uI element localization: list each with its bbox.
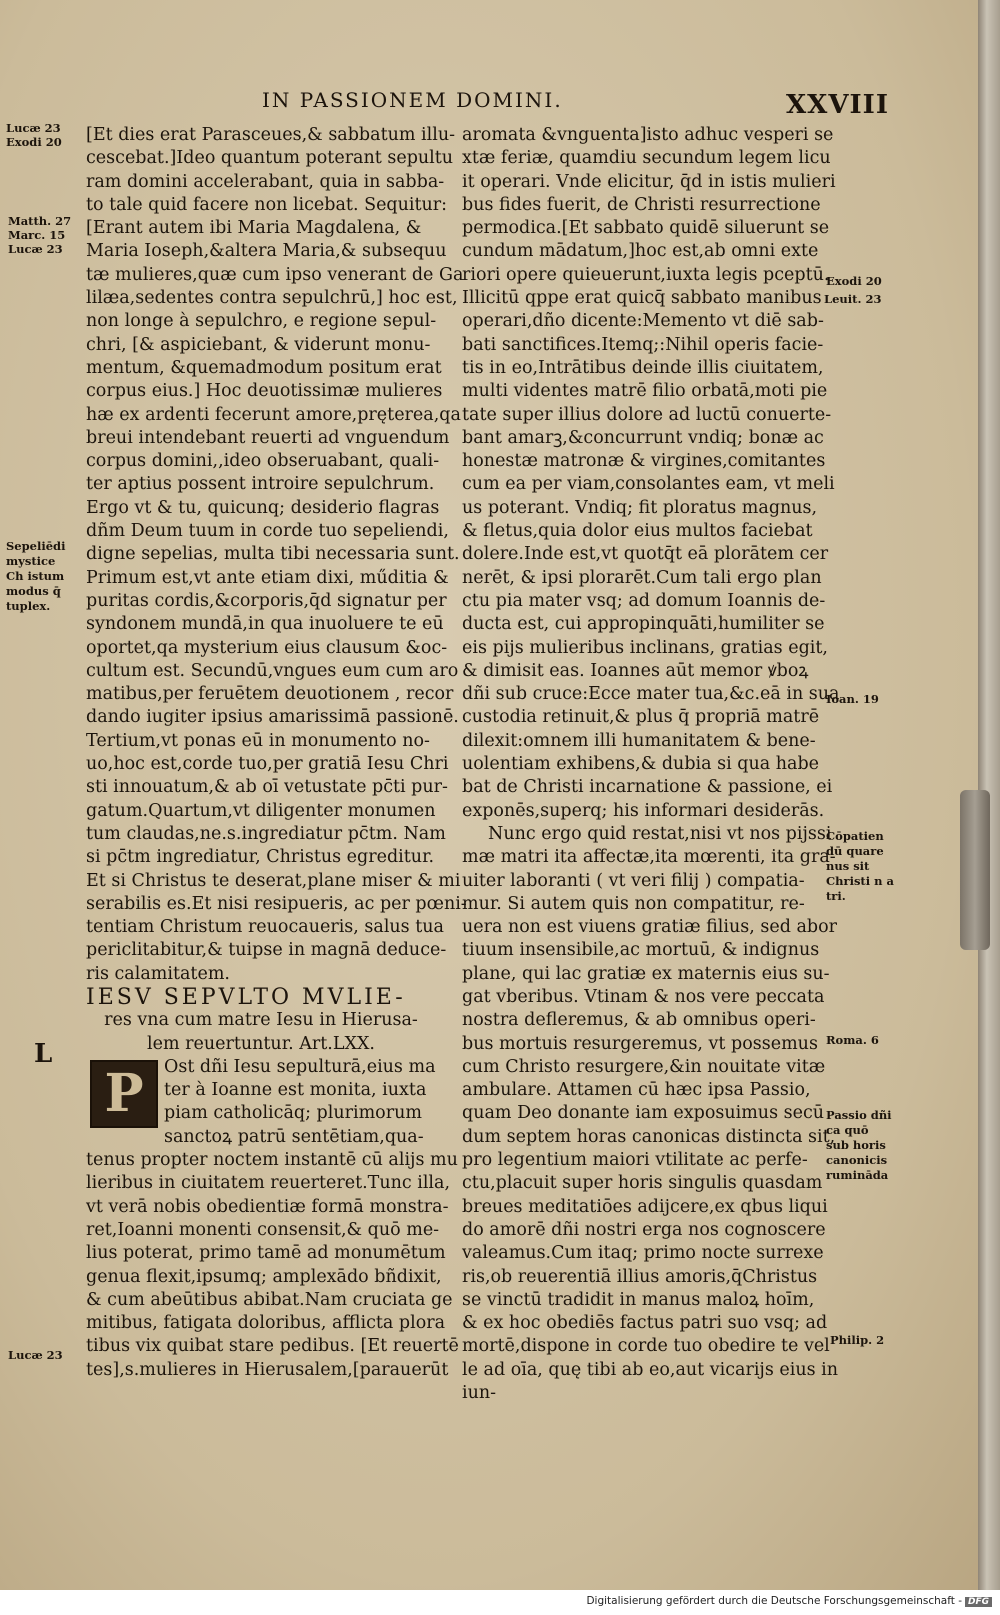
text-line: corpus eius.] Hoc deuotissimæ mulieres — [86, 381, 443, 402]
text-line: mur. Si autem quis non compatitur, re- — [462, 893, 805, 914]
text-line: nostra defleremus, & ab omnibus operi- — [462, 1010, 816, 1031]
text-line: mentum, &quemadmodum positum erat — [86, 357, 442, 378]
footer-credit — [586, 1595, 992, 1607]
text-line: pro legentium maiori vtilitate ac perfe- — [462, 1150, 808, 1171]
text-line: ram domini accelerabant, quia in sabba- — [86, 171, 445, 192]
text-line: si pc̄tm ingrediatur, Christus egreditur. — [86, 847, 435, 868]
text-line: quam Deo donante iam exposuimus secū — [462, 1103, 825, 1124]
margin-note: Lucæ 23 — [8, 1348, 63, 1362]
text-line: cescebat.]Ideo quantum poterant sepultu — [86, 148, 454, 169]
text-line: ter à Ioanne est monita, iuxta — [164, 1080, 427, 1101]
text-line: Ergo vt & tu, quicunq; desiderio flagras — [86, 497, 440, 518]
text-line: sanctoꝝ patrū sentētiam,qua- — [164, 1126, 424, 1147]
text-line: Ost dñi Iesu sepulturā,eius ma — [164, 1056, 436, 1077]
text-line: Et si Christus te deserat,plane miser & mi — [86, 870, 461, 891]
text-line: tate super illius dolore ad luctū conuerte- — [462, 404, 832, 425]
text-line: ctu,placuit super horis singulis quasdam — [462, 1173, 823, 1194]
text-line: tiuum insensibile,ac mortuū, & indignus — [462, 940, 820, 961]
dropcap-paragraph — [86, 1056, 436, 1149]
text-line: digne sepelias, multa tibi necessaria sunt. — [86, 544, 460, 565]
text-line: cultum est. Secundū,vngues eum cum aro — [86, 660, 459, 681]
text-line: gatum.Quartum,vt diligenter monumen — [86, 800, 436, 821]
folio-number: XXVIII — [786, 90, 890, 120]
text-line: riori opere quieuerunt,iuxta legis pceptū. — [462, 264, 830, 285]
text-line: sti innouatum,& ab oī vetustate pc̄ti pur- — [86, 777, 448, 798]
text-line: [Erant autem ibi Maria Magdalena, & — [86, 218, 422, 239]
margin-note: tri. — [826, 889, 846, 903]
text-line: mæ matri ita affectæ,ita mœrenti, ita gra- — [462, 847, 836, 868]
footer-text: Digitalisierung gefördert durch die Deutsche Forschungsgemeinschaft - — [586, 1595, 962, 1607]
margin-note: Philip. 2 — [830, 1333, 885, 1347]
dropcap-letter: P — [104, 1062, 144, 1124]
text-line: tibus vix quibat stare pedibus. [Et reuertē — [86, 1336, 459, 1357]
text-line: lieribus in ciuitatem reuerteret.Tunc illa, — [86, 1173, 451, 1194]
margin-note: Lucæ 23 — [6, 121, 61, 135]
running-title: IN PASSIONEM DOMINI. — [262, 88, 563, 112]
text-line: [Et dies erat Parasceues,& sabbatum illu- — [86, 125, 456, 145]
text-line: ctu pia mater vsq; ad domum Ioannis de- — [462, 590, 826, 611]
text-line: Illicitū qppe erat quicq̄ sabbato manibus — [462, 288, 822, 309]
margin-note: nus sit — [826, 859, 870, 873]
text-line: uolentiam exhibens,& dubia si qua habe — [462, 754, 819, 775]
text-line: ambulare. Attamen cū hæc ipsa Passio, — [462, 1080, 811, 1101]
text-line: ris,ob reuerentiā illius amoris,q̄Christus — [462, 1266, 818, 1287]
margin-note: tuplex. — [6, 599, 51, 613]
text-line: dolere.Inde est,vt quotq̄t eā plorātem cer — [462, 544, 829, 565]
text-line: bati sanctifices.Itemq;:Nihil operis facie- — [462, 334, 824, 355]
margin-note: Roma. 6 — [826, 1033, 879, 1047]
text-line: dñm Deum tuum in corde tuo sepeliendi, — [86, 521, 449, 542]
text-line: valeamus.Cum itaq; primo nocte surrexe — [462, 1243, 824, 1264]
text-line: chri, [& aspiciebant, & viderunt monu- — [86, 334, 431, 355]
text-line: dando iugiter ipsius amarissimā passionē. — [86, 707, 459, 728]
text-line: Primum est,vt ante etiam dixi, műditia & — [86, 567, 449, 588]
margin-note: Lucæ 23 — [8, 242, 63, 256]
text-line: non longe à sepulchro, e regione sepul- — [86, 311, 437, 332]
margin-note: Ch istum — [6, 569, 65, 583]
margin-note: Cōpatien — [826, 829, 884, 843]
text-line: custodia retinuit,& plus q̄ propriā matrē — [462, 707, 820, 728]
text-line: ter aptius possent introire sepulchrum. — [86, 474, 435, 495]
text-line: se vinctū tradidit in manus maloꝝ hoīm, — [462, 1289, 815, 1310]
text-line: Nunc ergo quid restat,nisi vt nos pijssi — [488, 823, 832, 844]
text-line: multi videntes matrē filio orbatā,moti pie — [462, 381, 828, 402]
text-line: oportet,qa mysterium eius clausum &oc- — [86, 637, 448, 658]
text-line: uiter laboranti ( vt veri filij ) compatia- — [462, 870, 805, 891]
text-line: us poterant. Vndiq; fit ploratus magnus, — [462, 497, 818, 518]
text-line: uera non est viuens gratiæ filius, sed abor — [462, 917, 838, 938]
text-line: syndonem mundā,in qua inuoluere te eū — [86, 614, 444, 635]
margin-note: Ioan. 19 — [826, 692, 879, 706]
text-line: cum ea per viam,consolantes eam, vt meli — [462, 474, 835, 495]
margin-note: canonicis — [826, 1153, 888, 1167]
text-line: Tertium,vt ponas eū in monumento no- — [86, 730, 430, 751]
margin-note: Sepeliēdi — [6, 539, 66, 553]
text-line: operari,dño dicente:Memento vt diē sab- — [462, 311, 824, 332]
section-heading-line: res vna cum matre Iesu in Hierusa- — [104, 1010, 418, 1031]
text-line: & ex hoc obediēs factus patri suo vsq; ad — [462, 1313, 828, 1334]
text-line: tæ mulieres,quæ cum ipso venerant de Ga — [86, 264, 464, 285]
margin-note: Exodi 20 — [826, 274, 882, 288]
text-line: nerēt, & ipsi plorarēt.Cum tali ergo plan — [462, 567, 822, 588]
page-clip — [960, 790, 990, 950]
margin-note: Christi n a — [826, 874, 894, 888]
text-line: & fletus,quia dolor eius multos faciebat — [462, 521, 813, 542]
margin-note: Exodi 20 — [6, 135, 62, 149]
text-line: hæ ex ardenti fecerunt amore,prętereа,qa — [86, 404, 461, 425]
text-line: mortē,dispone in corde tuo obedire te vel — [462, 1336, 830, 1357]
margin-letter: L — [34, 1039, 53, 1069]
text-line: cundum mādatum,]hoc est,ab omni exte — [462, 241, 819, 262]
text-line: cum Christo resurgere,&in nouitate vitæ — [462, 1056, 826, 1077]
margin-note: mystice — [6, 554, 56, 568]
text-line: bant amarꝫ,&concurrunt vndiq; bonæ ac — [462, 427, 824, 448]
text-line: aromata &vnguenta]isto adhuc vesperi se — [462, 125, 834, 145]
text-line: tentiam Christum reuocaueris, salus tua — [86, 917, 444, 938]
dropcap-initial — [90, 1060, 158, 1128]
margin-note: Passio dñi — [826, 1108, 892, 1122]
text-line: ris calamitatem. — [86, 963, 230, 984]
text-line: breues meditatiōes adijcere,ex qbus liqui — [462, 1196, 828, 1217]
footer-bar — [0, 1590, 1000, 1615]
text-line: & dimisit eas. Ioannes aūt memor ꝟboꝝ — [462, 660, 809, 681]
text-line: lius poterat, primo tamē ad monumētum — [86, 1243, 446, 1264]
text-line: ret,Ioanni monenti consensit,& quō me- — [86, 1219, 440, 1240]
text-line: vt verā nobis obedientiæ formā monstra- — [86, 1196, 449, 1217]
text-line: corpus domini,,ideo obseruabant, quali- — [86, 451, 440, 472]
margin-note: dū quare — [826, 844, 884, 858]
text-line: lilæa,sedentes contra sepulchrū,] hoc est, — [86, 288, 458, 309]
margin-note: ca quō — [826, 1123, 869, 1137]
text-line: uo,hoc est,corde tuo,per gratiā Iesu Chri — [86, 754, 449, 775]
margin-note: modus q̄ — [6, 584, 61, 598]
text-line: bus mortuis resurgeremus, vt possemus — [462, 1033, 818, 1054]
right-column — [462, 124, 840, 1405]
text-line: matibus,per feruētem deuotionem , recor — [86, 684, 454, 705]
text-line: tes],s.mulieres in Hierusalem,[parauerūt — [86, 1359, 449, 1380]
text-line: dilexit:omnem illi humanitatem & bene- — [462, 730, 816, 751]
text-line: breui intendebant reuerti ad vnguendum — [86, 427, 450, 448]
text-line: Maria Ioseph,&altera Maria,& subsequu — [86, 241, 447, 262]
text-line: & cum abeūtibus abibat.Nam cruciata ge — [86, 1289, 453, 1310]
text-line: to tale quid facere non licebat. Sequitur: — [86, 194, 448, 215]
text-line: mitibus, fatigata doloribus, afflicta plora — [86, 1313, 446, 1334]
dfg-logo: DFG — [965, 1597, 992, 1607]
margin-note: Leuit. 23 — [824, 292, 882, 306]
section-heading: IESV SEPVLTO MVLIE- — [86, 984, 406, 1010]
text-line: plane, qui lac gratiæ ex maternis eius su- — [462, 963, 830, 984]
text-line: tis in eo,Intrātibus deinde illis ciuitatem, — [462, 357, 824, 378]
text-line: eis pijs mulieribus inclinans, gratias egit, — [462, 637, 828, 658]
text-line: do amorē dñi nostri erga nos cognoscere — [462, 1219, 826, 1240]
text-line: le ad oīa, quę tibi ab eo,aut vicarijs eius in — [462, 1359, 839, 1380]
text-line: periclitabitur,& tuipse in magnā deduce- — [86, 940, 447, 961]
margin-note: sub horis — [826, 1138, 886, 1152]
margin-note: Marc. 15 — [8, 228, 66, 242]
text-line: dum septem horas canonicas distincta sit, — [462, 1126, 836, 1147]
text-line: tum claudas,ne.s.ingrediatur pc̄tm. Nam — [86, 823, 446, 844]
text-line: honestæ matronæ & virgines,comitantes — [462, 451, 826, 472]
margin-note: Matth. 27 — [8, 214, 72, 228]
text-line: serabilis es.Et nisi resipueris, ac per pœni- — [86, 893, 467, 914]
section-heading-line: lem reuertuntur. Art.LXX. — [147, 1033, 375, 1054]
text-line: iun- — [462, 1383, 497, 1404]
text-line: exponēs,superq; his informari desiderās. — [462, 800, 825, 821]
text-line: piam catholicāq; plurimorum — [164, 1103, 422, 1124]
text-line: ducta est, cui appropinquāti,humiliter se — [462, 614, 825, 635]
text-line: bus fides fuerit, de Christi resurrectione — [462, 194, 821, 215]
text-line: dñi sub cruce:Ecce mater tua,&c.eā in sua — [462, 684, 840, 705]
margin-note: rumināda — [826, 1168, 889, 1182]
text-line: xtæ feriæ, quamdiu secundum legem licu — [462, 148, 831, 169]
text-line: permodica.[Et sabbato quidē siluerunt se — [462, 218, 830, 239]
text-line: bat de Christi incarnatione & passione, ei — [462, 777, 833, 798]
left-column — [86, 124, 467, 1382]
text-line: it operari. Vnde elicitur, q̄d in istis mulieri — [462, 171, 836, 192]
text-line: puritas cordis,&corporis,q̄d signatur per — [86, 590, 447, 611]
text-line: genua flexit,ipsumq; amplexādo bñdixit, — [86, 1266, 442, 1287]
text-line: tenus propter noctem instantē cū alijs mu — [86, 1150, 458, 1171]
text-line: gat vberibus. Vtinam & nos vere peccata — [462, 986, 825, 1007]
